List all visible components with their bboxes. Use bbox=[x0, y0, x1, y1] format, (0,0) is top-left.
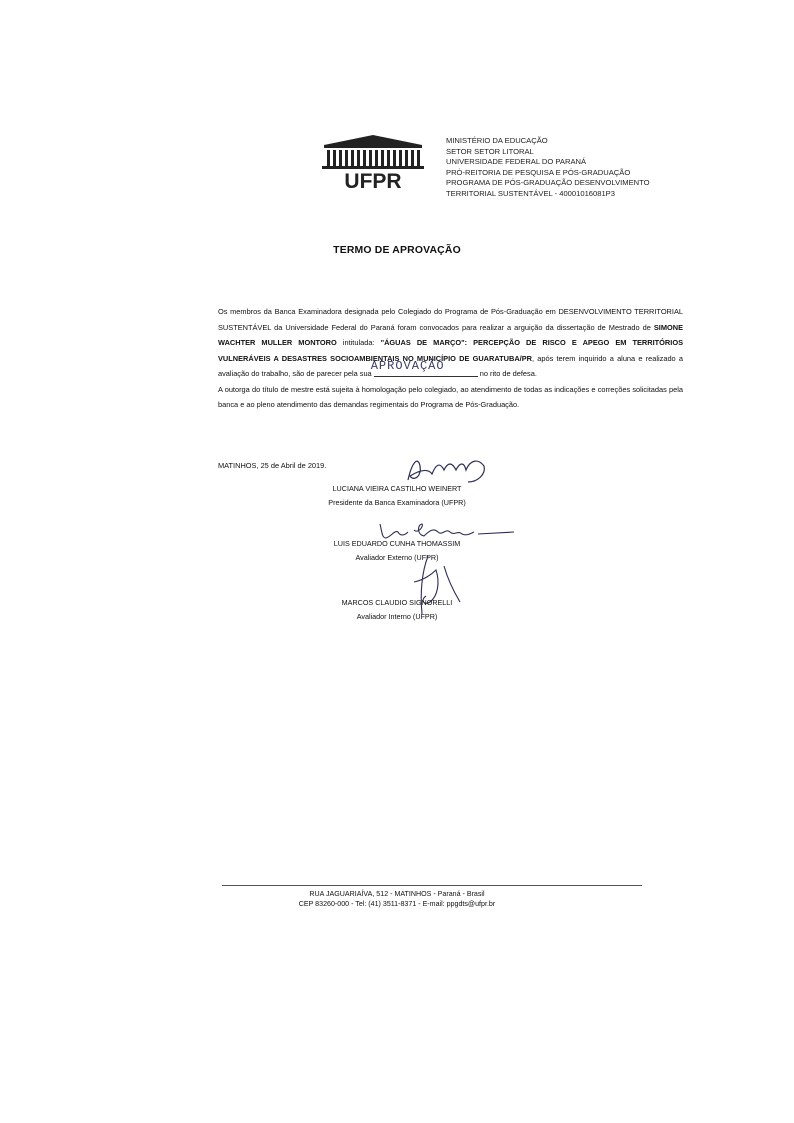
signature-scribble bbox=[400, 452, 490, 486]
signer-name: MARCOS CLAUDIO SIGNORELLI bbox=[341, 598, 453, 607]
signature-block bbox=[0, 596, 794, 624]
thesis-title: "ÁGUAS DE MARÇO": PERCEPÇÃO DE RISCO E APEGO EM TERRITÓRIOS VULNERÁVEIS A DESASTRES SOCIOAMBIENTAIS NO MUNICÍPIO DE GUARATUBA/PR bbox=[218, 338, 683, 363]
student-name: SIMONE WACHTER MULLER MONTORO bbox=[218, 322, 683, 347]
footer-divider bbox=[222, 885, 642, 886]
signer-name: LUCIANA VIEIRA CASTILHO WEINERT bbox=[332, 484, 462, 493]
signer-role: Presidente da Banca Examinadora (UFPR) bbox=[328, 498, 466, 507]
header-line: MINISTÉRIO DA EDUCAÇÃO bbox=[446, 136, 548, 145]
verdict-handwritten: APROVAÇÃO bbox=[370, 359, 445, 373]
signer-name: LUIS EDUARDO CUNHA THOMASSIM bbox=[333, 539, 461, 548]
header-line: PROGRAMA DE PÓS-GRADUAÇÃO DESENVOLVIMENTO bbox=[446, 178, 650, 188]
signature-block bbox=[0, 482, 794, 510]
date-line: MATINHOS, 25 de Abril de 2019. bbox=[218, 461, 327, 470]
footer bbox=[0, 889, 794, 909]
approval-text bbox=[218, 304, 683, 413]
signer-role: Avaliador Interno (UFPR) bbox=[356, 612, 438, 621]
ufpr-logo bbox=[318, 133, 428, 191]
paragraph-2: A outorga do título de mestre está sujeita à homologação pelo colegiado, ao atendimento de todas as indicações e correções solicitadas pela banca e ao pleno atendimento das demandas regimentais do Programa de Pós-Graduação. bbox=[218, 384, 683, 409]
verdict-blank bbox=[370, 359, 478, 377]
document-title: TERMO DE APROVAÇÃO bbox=[333, 245, 461, 256]
header-line: PRÓ-REITORIA DE PESQUISA E PÓS-GRADUAÇÃO bbox=[446, 167, 631, 177]
header-line: TERRITORIAL SUSTENTÁVEL - 40001016081P3 bbox=[446, 188, 615, 198]
signer-role: Avaliador Externo (UFPR) bbox=[355, 553, 439, 562]
svg-text:UFPR: UFPR bbox=[344, 170, 402, 191]
institution-header bbox=[446, 136, 650, 200]
signature-block bbox=[0, 537, 794, 565]
header-line: SETOR SETOR LITORAL bbox=[446, 146, 534, 156]
footer-address: RUA JAGUARIAÍVA, 512 - MATINHOS - Paraná - Brasil bbox=[309, 890, 485, 898]
paragraph-1: Os membros da Banca Examinadora designada pelo Colegiado do Programa de Pós-Graduação em DESENVOLVIMENTO TERRITORIAL SUSTENTÁVEL da Universidade Federal do Paraná foram convocados para realizar a arguição da dissertação de Mestrado de SIMONE WACHTER MULLER MONTORO intitulada: "ÁGUAS DE MARÇO": PERCEPÇÃO DE RISCO E APEGO EM TERRITÓRIOS VULNERÁVEIS A DESASTRES SOCIOAMBIENTAIS NO MUNICÍPIO DE GUARATUBA/PR, após terem inquirido a aluna e realizado a avaliação do trabalho, são de parecer pela sua APROVAÇÃO no rito de defesa. bbox=[218, 307, 683, 378]
footer-contact: CEP 83260-000 - Tel: (41) 3511-8371 - E-mail: ppgdts@ufpr.br bbox=[298, 900, 496, 908]
header-line: UNIVERSIDADE FEDERAL DO PARANÁ bbox=[446, 157, 587, 167]
